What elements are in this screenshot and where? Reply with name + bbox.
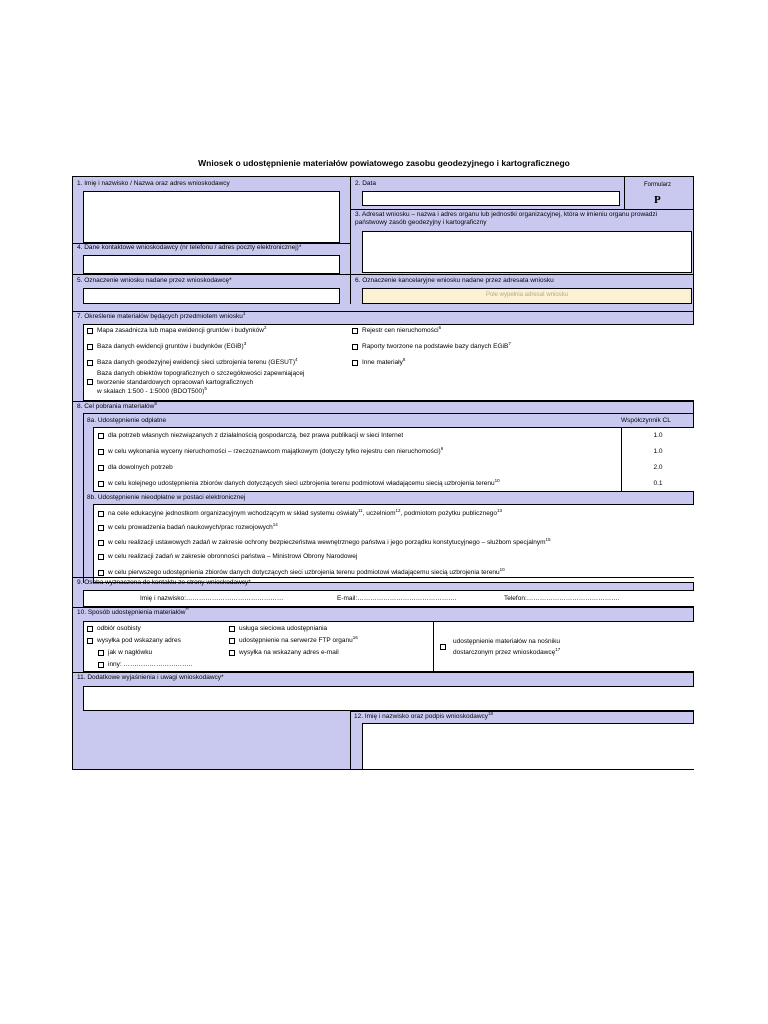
date-field[interactable] [362, 191, 620, 206]
option-bdot-line1: Baza danych obiektów topograficznych o szczegółowości zapewniającej [97, 370, 305, 377]
coefficient-header: Współczynnik CL [621, 417, 671, 424]
option-personal-pickup: odbiór osobisty [97, 625, 141, 632]
option-education: na cele edukacyjne jednostkom organizacyjnym wchodzącym w skład systemu oświaty$^{11}$, uczelniom$^{12}$, podmiotom pożytku publicznego$^{13}$ [108, 508, 503, 517]
option-defense: w celu realizacji zadań w zakresie obronności państwa – Ministrowi Obrony Narodowej [108, 553, 358, 560]
checkbox-other-materials[interactable] [352, 360, 358, 366]
applicant-reference-field[interactable] [83, 288, 340, 304]
option-first-utility-release: w celu pierwszego udostępnienia zbiorów danych dotyczących sieci uzbrojenia terenu podmiotowi władającemu siecią uzbrojenia terenu$^{10}$ [108, 567, 505, 576]
option-special-services: w celu realizacji ustawowych zadań w zakresie ochrony bezpieczeństwa wewnętrznego państwa i jego porządku konstytucyjnego – służbom specjalnym$^{15}$ [108, 537, 551, 546]
option-gesut: Baza danych geodezyjnej ewidencji sieci uzbrojenia terenu (GESUT)$^4$ [97, 357, 298, 366]
checkbox-price-register[interactable] [352, 328, 358, 334]
checkbox-next-utility-release[interactable] [98, 481, 104, 487]
coefficient-valuation: 1.0 [653, 448, 663, 455]
form-title: Wniosek o udostępnienie materiałów powiatowego zasobu geodezyjnego i kartograficznego [198, 158, 570, 168]
additional-remarks-field[interactable] [83, 686, 694, 711]
option-egib-reports: Raporty tworzone na podstawie bazy danych EGiB$^7$ [362, 341, 511, 350]
option-next-utility-release: w celu kolejnego udostępnienia zbiorów danych dotyczących sieci uzbrojenia terenu podmiotowi władającemu siecią uzbrojenia terenu$^{10}$ [108, 478, 500, 487]
option-bdot-line3: w skalach 1:500 - 1:5000 (BDOT500)$^5$ [97, 386, 207, 395]
checkbox-any-needs[interactable] [98, 465, 104, 471]
section-8-label: 8. Cel pobrania materiałów$^9$ [77, 401, 157, 410]
checkbox-other-address[interactable] [98, 662, 104, 668]
contact-person-name[interactable]: Imię i nazwisko:……………………………………… [140, 595, 284, 602]
option-web-service: usługa sieciowa udostępniania [239, 625, 328, 632]
option-applicant-media-line1: udostępnienie materiałów na nośniku [453, 638, 560, 645]
section-5-label: 5. Oznaczenie wniosku nadane przez wnioskodawcę* [77, 277, 232, 284]
contact-person-email[interactable]: E-mail:………………………………………. [337, 595, 457, 602]
option-postal-delivery: wysyłka pod wskazany adres [97, 637, 181, 644]
office-reference-field: Pole wypełnia adresat wniosku [362, 288, 692, 304]
contact-details-field[interactable] [83, 255, 340, 274]
checkbox-own-needs[interactable] [98, 433, 104, 439]
coefficient-any-needs: 2.0 [653, 464, 663, 471]
checkbox-first-utility-release[interactable] [98, 570, 104, 576]
option-email-delivery: wysyłka na wskazany adres e-mail [239, 649, 339, 656]
checkbox-valuation[interactable] [98, 449, 104, 455]
section-2-label: 2. Data [355, 180, 376, 187]
option-bdot-line2: tworzenie standardowych opracowań kartograficznych [97, 379, 254, 386]
checkbox-special-services[interactable] [98, 540, 104, 546]
option-any-needs: dla dowolnych potrzeb [108, 464, 173, 471]
option-research: w celu prowadzenia badań naukowych/prac rozwojowych$^{14}$ [108, 522, 278, 531]
form-type-label: Formularz [644, 182, 672, 188]
option-valuation: w celu wykonania wyceny nieruchomości – rzeczoznawcom majątkowym (dotyczy tylko rejestru cen nieruchomości)$^6$ [108, 446, 444, 455]
applicant-name-address-field[interactable] [83, 191, 340, 243]
section-3-label: 3. Adresat wniosku – nazwa i adres organu lub jednostki organizacyjnej, która w imieniu organu prowadzi państwowy zasób geodezyjny i kartograficzny [355, 211, 658, 226]
section-9-label: 9. Osoba wyznaczona do kontaktu ze strony wnioskodawcy* [77, 579, 251, 586]
checkbox-research[interactable] [98, 525, 104, 531]
signature-field[interactable] [362, 723, 694, 769]
option-map: Mapa zasadnicza lub mapa ewidencji gruntów i budynków$^2$ [97, 325, 267, 334]
section-8b-label: 8b. Udostępnienie nieodpłatne w postaci elektronicznej [87, 494, 246, 501]
checkbox-egib[interactable] [87, 344, 93, 350]
checkbox-applicant-media[interactable] [440, 644, 446, 650]
application-form [72, 176, 694, 770]
checkbox-gesut[interactable] [87, 360, 93, 366]
section-7-label: 7. Określenie materiałów będących przedmiotem wniosku$^1$ [77, 311, 246, 320]
option-price-register: Rejestr cen nieruchomości$^6$ [362, 325, 442, 334]
checkbox-defense[interactable] [98, 554, 104, 560]
checkbox-header-address[interactable] [98, 650, 104, 656]
section-1-label: 1. Imię i nazwisko / Nazwa oraz adres wnioskodawcy [77, 180, 230, 187]
section-10-label: 10. Sposób udostępnienia materiałów** [77, 607, 189, 616]
option-egib: Baza danych ewidencji gruntów i budynków (EGiB)$^3$ [97, 341, 247, 350]
coefficient-next-utility-release: 0.1 [653, 480, 663, 487]
checkbox-bdot[interactable] [87, 379, 93, 385]
option-ftp: udostępnienie na serwerze FTP organu$^{16}$ [239, 635, 358, 644]
option-other-address: inny: ………………………….. [108, 661, 193, 668]
checkbox-ftp[interactable] [229, 638, 235, 644]
option-applicant-media-line2: dostarczonym przez wnioskodawcę$^{17}$ [453, 647, 561, 656]
section-8a-label: 8a. Udostępnienie odpłatne [87, 417, 167, 424]
addressee-field[interactable] [362, 231, 692, 273]
option-own-needs: dla potrzeb własnych niezwiązanych z działalnością gospodarczą, bez prawa publikacji w sieci Internet [108, 432, 404, 439]
checkbox-email-delivery[interactable] [229, 650, 235, 656]
section-11-label: 11. Dodatkowe wyjaśnienia i uwagi wnioskodawcy* [77, 674, 224, 681]
checkbox-education[interactable] [98, 511, 104, 517]
checkbox-map[interactable] [87, 328, 93, 334]
column-divider [350, 177, 351, 304]
section-4-label: 4. Dane kontaktowe wnioskodawcy (nr telefonu / adres poczty elektronicznej)* [77, 244, 302, 251]
form-type-value: P [654, 194, 661, 206]
contact-person-phone[interactable]: Telefon:……………………………………. [504, 595, 620, 602]
section-12-label: 12. Imię i nazwisko oraz podpis wnioskodawcy$^{18}$ [354, 711, 494, 720]
option-other-materials: Inne materiały$^8$ [362, 357, 406, 366]
coefficient-own-needs: 1.0 [653, 432, 663, 439]
checkbox-egib-reports[interactable] [352, 344, 358, 350]
section-6-label: 6. Oznaczenie kancelaryjne wniosku nadane przez adresata wniosku [355, 277, 554, 284]
checkbox-web-service[interactable] [229, 626, 235, 632]
checkbox-postal-delivery[interactable] [87, 638, 93, 644]
checkbox-personal-pickup[interactable] [87, 626, 93, 632]
option-header-address: jak w nagłówku [108, 649, 153, 656]
